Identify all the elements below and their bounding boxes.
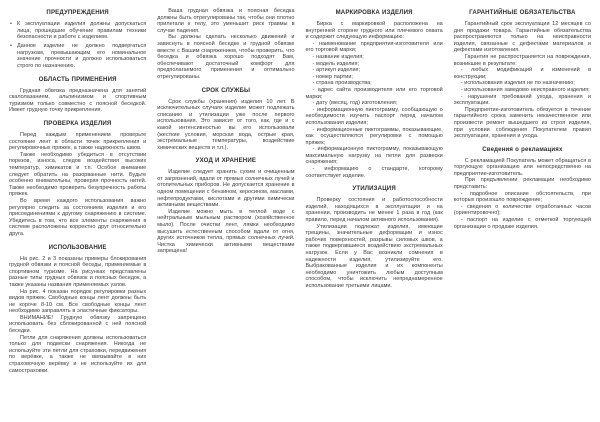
column-1 [9,8,146,414]
paragraph: Гарантия не распространяется на повреждения, возникшие в результате: [453,53,591,67]
column-2 [157,8,294,414]
paragraph: На рис. 2 и 3 показаны примеры блокирования грудной обвязки и поясной беседы, применяемые в спортивном туризме. На рисунках представлены разные типы грудных обвязок и поясных беседок, а также указаны названия применяемых узлов. [9,255,147,288]
paragraph: Вы должны сделать несколько движений и зависнуть в поясной беседке и грудной обвязке вместе с Вашим снаряжением, чтобы проверить, что беседка и обвязка хорошо подходят Вам, обеспечивают достаточный комфорт для предполагаемого применения и оптимально отрегулированы. [157,34,295,80]
paragraph: На рис. 4 показан порядок регулировки разных видов пряжек. Свободные концы лент должны быть не короче 8-10 см. Все свободные концы лент необходимо заправлять в эластичные фиксаторы. [9,288,147,315]
paragraph: Ваша грудная обвязка и поясная беседка должны быть отрегулированы так, чтобы они плотно прилегали к телу, это уменьшит риск травмы в случае падения. [157,8,295,34]
section-heading: УХОД И ХРАНЕНИЕ [195,157,257,165]
paragraph: С рекламацией Покупатель может обращаться в торгующую организацию или непосредственно на предприятие-изготовитель. [453,157,591,177]
list-item: - номер партии; [312,73,353,80]
section-heading: ГАРАНТИЙНЫЕ ОБЯЗАТЕЛЬСТВА [469,9,576,16]
list-item: - информацию о стандарте, которому соответствует изделие. [305,166,443,179]
list-item: - адрес сайта производителя или его торговой марки; [305,86,443,100]
paragraph: Во время каждого использования важно регулярно следить за состоянием изделия и его присоединениями к другому снаряжению в системе. Убедитесь в том, что все элементы снаряжения в системе расположены корректно друг относительно друга. [9,197,147,237]
paragraph: Гарантийный срок эксплуатации 12 месяцев со дня продажи товара. Гарантийные обязательства распространяются только на неисправности изделия, связанные с дефектами материалов и дефектами изготовления. [453,21,591,54]
list-item: - модель изделия; [312,60,360,67]
section-heading: СРОК СЛУЖБЫ [201,86,251,94]
bullet-item: • Данное изделие не должно подвергаться нагрузкам, превышающим его номинальное значение прочности и должно использоваться строго по назначению. [9,43,146,69]
paragraph: Срок службы (хранения) изделия 10 лет. В исключительных случаях изделие может подлежать списанию и утилизации уже после первого использования. Это зависит от того, как, где и с какой интенсивностью вы его использовали (жесткие условия, морская вода, острые края, экстремальные температуры, воздействие химических веществ и т.п.). [157,98,295,151]
paragraph: Изделие следует хранить сухим и очищенным от загрязнений, вдали от прямых солнечных лучей и отопительных приборов. Не допускается хранение в одном помещении с бензином, керосином, маслами, нефтепродуктами, кислотами и другими химически активными веществами. [157,169,295,209]
list-item: - дату (месяц, год) изготовления; [312,100,398,107]
list-item: - страна производства; [312,80,372,87]
list-item: - нарушения требований ухода, хранения и эксплуатации. [453,93,591,107]
paragraph: При предъявлении рекламации необходимо представить: [453,177,591,191]
list-item: - наименование предприятия-изготовителя или его торговой марки; [305,40,443,54]
paragraph: Также необходимо убедиться в отсутствии порезов, износа, следов воздействия высоких температур, химикатов и т.п. Особое внимание следует обратить на разорванные нити. Будьте особенно внимательны, проверяя прочность нитей. Также необходимо проверить безупречность работы пряжек. [9,151,147,198]
section-heading: ОБЛАСТЬ ПРИМЕНЕНИЯ [38,75,117,83]
list-item: - сведения о количестве отработанных часов (ориентировочно); [453,203,591,217]
list-item: - использования изделия не по назначению; [460,80,575,87]
section-heading: ПРОВЕРКА ИЗДЕЛИЯ [43,120,112,128]
paragraph: Петли для снаряжения должны использоваться только для подвески снаряжения. Никогда не используйте эти петли для страховки, передвижения по верёвке, а также не ввязывайте в них страховочную верёвку и не используйте их для самостраховки. [9,334,147,374]
paragraph: ВНИМАНИЕ! Грудную обвязку запрещено использовать без сблокированной с ней поясной беседки. [9,314,147,335]
paragraph: Перед каждым применением проверьте состояние лент в области точек прикрепления и регулировочных пряжек, а также надежность швов. [9,132,147,152]
list-item: - информационную пиктограмму, показывающую максимальную нагрузку на петли для развески снаряжения; [305,146,443,166]
list-item: - паспорт на изделие с отметкой торгующей организации о продаже изделия. [453,217,591,230]
bullet-item: • К эксплуатации изделия должны допускаться лица, прошедшие обучение правилам техники безопасности и работе с изделием. [9,21,146,41]
list-item: - информационные пиктограммы, показывающие, как осуществляются регулировки с помощью пряжек; [305,126,443,146]
list-item: - подробное описание обстоятельств, при которых произошло повреждение; [453,190,591,204]
list-item: - любых модификаций и изменений в конструкции; [453,67,591,80]
list-item: - информационную пиктограмму, сообщающую о необходимости изучить паспорт перед началом использования изделия; [305,106,443,126]
paragraph: Проверку состояния и работоспособности изделий, находящихся в эксплуатации и на хранении, производить не менее 1 раза в год (как правило, перед началом активного использования). [305,197,443,224]
section-heading: ПРЕДУПРЕЖДЕНИЯ [46,9,109,16]
section-heading: ИСПОЛЬЗОВАНИЕ [48,243,107,251]
sub-heading: Сведения о рекламациях [482,145,563,153]
column-4 [454,8,591,414]
paragraph: Изделие можно мыть в теплой воде с нейтральным мыльным раствором (хозяйственное мыло). После очистки лент, лямки необходимо высушить естественным способом вдали от огня, других источников тепла, прямых солнечных лучей. Чистка химически активными веществами запрещена! [157,208,295,255]
list-item: - название изделия; [312,53,364,60]
column-3 [306,8,443,414]
list-item: - артикул изделия; [312,67,361,74]
paragraph: Грудная обвязка предназначена для занятий скалолазанием, альпинизмом и спортивным туризмом только совместно с поясной беседкой. Имеет грудную точку прикрепления. [9,87,147,114]
paragraph: Предприятие-изготовитель обязуется в течение гарантийного срока заменить некачественное или произвести ремонт вышедшего из строя изделия, при условии соблюдения Покупателем правил эксплуатации, хранения и ухода. [453,106,591,140]
section-heading: МАРКИРОВКА ИЗДЕЛИЯ [335,9,413,16]
section-heading: УТИЛИЗАЦИЯ [352,185,396,193]
paragraph: Утилизации подлежат изделия, имеющие трещины, значительные деформации и износ рабочих поверхностей, разрывы силовых швов, а также подвергавшиеся воздействию экстремальных нагрузок. Если у Вас возникли сомнения в надежности изделия, утилизируйте его. Выбракованные изделия и их компоненты необходимо уничтожить любым доступным способом, чтобы исключить непреднамеренное использование третьими лицами. [305,223,443,289]
list-item: - использования заведомо неисправного изделия; [460,86,590,93]
paragraph: Бирка с маркировкой расположена на внутренней стороне грудного или плечевого охвата и содержит следующую информацию: [305,21,443,41]
